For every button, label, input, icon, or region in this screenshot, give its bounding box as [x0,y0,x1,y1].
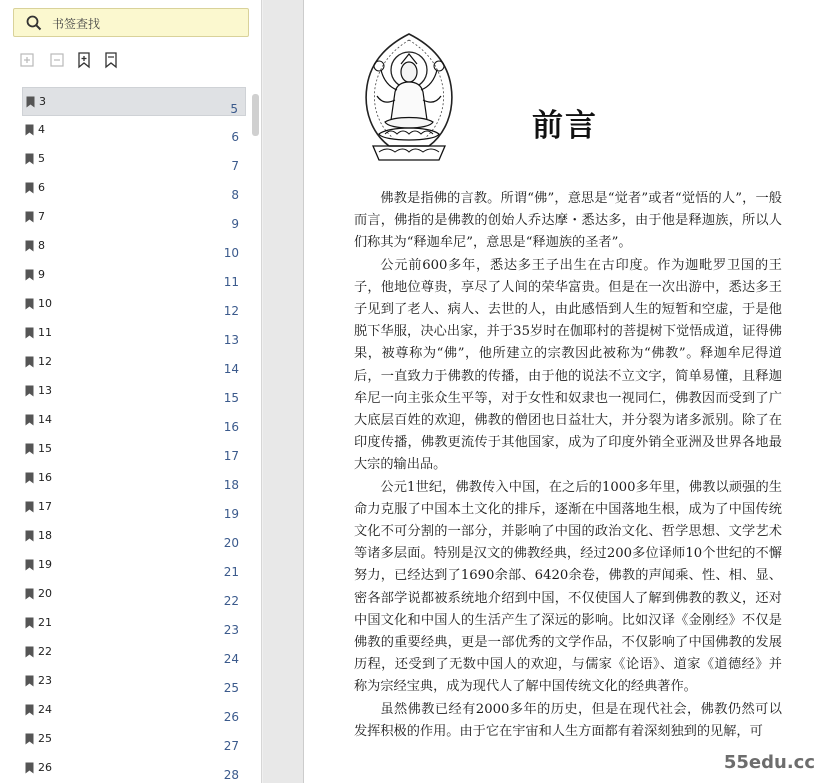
bookmark-label: 20 [38,587,52,600]
bookmark-item[interactable] [22,406,246,435]
bookmark-page-number: 9 [231,217,239,231]
bookmark-page-number: 24 [223,652,239,666]
bookmark-item[interactable] [22,638,246,667]
bookmark-item[interactable] [22,551,246,580]
bookmark-flag-icon [25,385,34,397]
bookmark-page-number: 7 [231,159,239,173]
bookmark-item[interactable] [22,232,246,261]
bookmark-item[interactable] [22,522,246,551]
bookmark-flag-icon [25,211,34,223]
bookmark-label: 4 [38,123,45,136]
bookmark-page-number: 19 [223,507,239,521]
bookmark-flag-icon [25,472,34,484]
bookmark-flag-icon [25,704,34,716]
bookmark-page-number: 13 [223,333,239,347]
bookmark-sidebar [0,0,262,783]
bookmark-page-number: 20 [223,536,239,550]
bookmark-item[interactable] [22,667,246,696]
bookmark-item[interactable] [22,290,246,319]
bookmark-item[interactable] [22,319,246,348]
bookmark-item[interactable] [22,580,246,609]
search-placeholder: 书签查找 [52,17,101,31]
bookmark-item[interactable] [22,493,246,522]
search-icon [26,15,42,31]
bookmark-icon[interactable] [102,51,120,69]
bookmark-label: 14 [38,413,52,426]
bookmark-flag-icon [25,588,34,600]
document-view [263,0,825,783]
bookmark-page-number: 12 [223,304,239,318]
bookmark-page-number: 6 [231,130,239,144]
bookmark-flag-icon [25,559,34,571]
bookmark-flag-icon [25,153,34,165]
bookmark-item[interactable] [22,87,246,116]
page-title: 前言 [532,108,598,144]
document-page [303,0,825,783]
bookmark-label: 8 [38,239,45,252]
bookmark-label: 5 [38,152,45,165]
body-text [354,188,782,743]
bookmark-label: 17 [38,500,52,513]
bookmark-page-number: 21 [223,565,239,579]
bookmark-page-number: 27 [223,739,239,753]
bookmark-item[interactable] [22,174,246,203]
watermark: 55edu.cc [723,752,815,773]
bookmark-label: 9 [38,268,45,281]
bookmark-item[interactable] [22,696,246,725]
bookmark-label: 19 [38,558,52,571]
buddha-illustration [359,30,459,168]
bookmark-item[interactable] [22,609,246,638]
paragraph: 佛教是指佛的言教。所谓“佛”，意思是“觉者”或者“觉悟的人”，一般而言，佛指的是佛教的创始人乔达摩・悉达多，由于他是释迦族，所以人们称其为“释迦牟尼”，意思是“释迦族的圣者”。 [354,191,782,251]
bookmark-flag-icon [25,530,34,542]
bookmark-label: 23 [38,674,52,687]
bookmark-flag-icon [25,617,34,629]
bookmark-flag-icon [25,501,34,513]
bookmark-page-number: 10 [223,246,239,260]
bookmark-label: 12 [38,355,52,368]
bookmark-page-number: 25 [223,681,239,695]
bookmark-page-number: 5 [230,102,238,116]
bookmark-item[interactable] [22,435,246,464]
bookmark-page-number: 17 [223,449,239,463]
bookmark-flag-icon [25,240,34,252]
bookmark-item[interactable] [22,754,246,783]
bookmark-page-number: 8 [231,188,239,202]
bookmark-flag-icon [25,443,34,455]
bookmark-page-number: 23 [223,623,239,637]
bookmark-flag-icon [25,646,34,658]
paragraph: 公元1世纪，佛教传入中国，在之后的1000多年里，佛教以顽强的生命力克服了中国本土文化的排斥，逐渐在中国落地生根，成为了中国传统文化不可分割的一部分，并影响了中国的政治文化、哲学思想、文学艺术等诸多层面。特别是汉文的佛教经典，经过200多位译师10个世纪的不懈努力，已经达到了1690余部、6420余卷，佛教的声闻乘、性、相、显、密各部学说都被系统地介绍到中国，不仅使国人了解到佛教的教义，还对中国文化和中国人的生活产生了深远的影响。比如汉译《金刚经》不仅是佛教的重要经典，更是一部优秀的文学作品，不仅影响了中国佛教的发展历程，还受到了无数中国人的欢迎，与儒家《论语》、道家《道德经》并称为宗经宝典，成为现代人了解中国传统文化的经典著作。 [354,479,782,695]
bookmark-search-box[interactable] [13,8,249,37]
bookmark-page-number: 26 [223,710,239,724]
bookmark-page-number: 11 [223,275,239,289]
bookmark-flag-icon [25,298,34,310]
bookmark-item[interactable] [22,145,246,174]
bookmark-label: 3 [39,95,46,108]
bookmark-flag-icon [25,124,34,136]
bookmark-page-number: 22 [223,594,239,608]
bookmark-label: 24 [38,703,52,716]
bookmark-label: 16 [38,471,52,484]
bookmark-flag-icon [26,96,35,108]
bookmark-label: 13 [38,384,52,397]
bookmark-flag-icon [25,327,34,339]
bookmark-page-number: 15 [223,391,239,405]
bookmark-item[interactable] [22,348,246,377]
bookmark-flag-icon [25,762,34,774]
bookmark-label: 11 [38,326,52,339]
bookmark-label: 18 [38,529,52,542]
bookmark-item[interactable] [22,725,246,754]
bookmark-page-number: 28 [223,768,239,782]
bookmark-item[interactable] [22,116,246,145]
bookmark-page-number: 16 [223,420,239,434]
bookmark-flag-icon [25,182,34,194]
bookmark-flag-icon [25,675,34,687]
bookmark-page-number: 18 [223,478,239,492]
bookmark-flag-icon [25,269,34,281]
add-bookmark-icon[interactable] [75,51,93,69]
bookmark-item[interactable] [22,464,246,493]
bookmark-item[interactable] [22,377,246,406]
bookmark-flag-icon [25,414,34,426]
bookmark-label: 7 [38,210,45,223]
bookmark-item[interactable] [22,203,246,232]
bookmark-label: 6 [38,181,45,194]
bookmark-label: 25 [38,732,52,745]
sidebar-scrollbar[interactable] [252,94,259,136]
expand-all-icon[interactable] [18,51,36,69]
bookmark-label: 15 [38,442,52,455]
bookmark-item[interactable] [22,261,246,290]
bookmark-label: 10 [38,297,52,310]
collapse-all-icon[interactable] [48,51,66,69]
bookmark-label: 26 [38,761,52,774]
paragraph: 虽然佛教已经有2000多年的历史，但是在现代社会，佛教仍然可以发挥积极的作用。由于它在宇宙和人生方面都有着深刻独到的见解，可 [354,701,782,739]
bookmark-flag-icon [25,733,34,745]
bookmark-page-number: 14 [223,362,239,376]
bookmark-flag-icon [25,356,34,368]
bookmark-label: 22 [38,645,52,658]
bookmark-label: 21 [38,616,52,629]
paragraph: 公元前600多年，悉达多王子出生在古印度。作为迦毗罗卫国的王子，他地位尊贵，享尽了人间的荣华富贵。但是在一次出游中，悉达多王子见到了老人、病人、去世的人，由此感悟到人生的短暂和空虚，于是他脱下华服，决心出家，并于35岁时在伽耶村的菩提树下觉悟成道，证得佛果，被尊称为“佛”，他所建立的宗教因此被称为“佛教”。释迦牟尼得道后，一直致力于佛教的传播，由于他的说法不立文字，简单易懂，且释迦牟尼一向主张众生平等，对于女性和奴隶也一视同仁，佛教因而受到了广大底层百姓的欢迎，佛教的僧团也日益壮大，并分裂为诸多派别。除了在印度传播，佛教更流传于其他国家，成为了印度外销全亚洲及世界各地最大宗的输出品。 [354,257,782,473]
